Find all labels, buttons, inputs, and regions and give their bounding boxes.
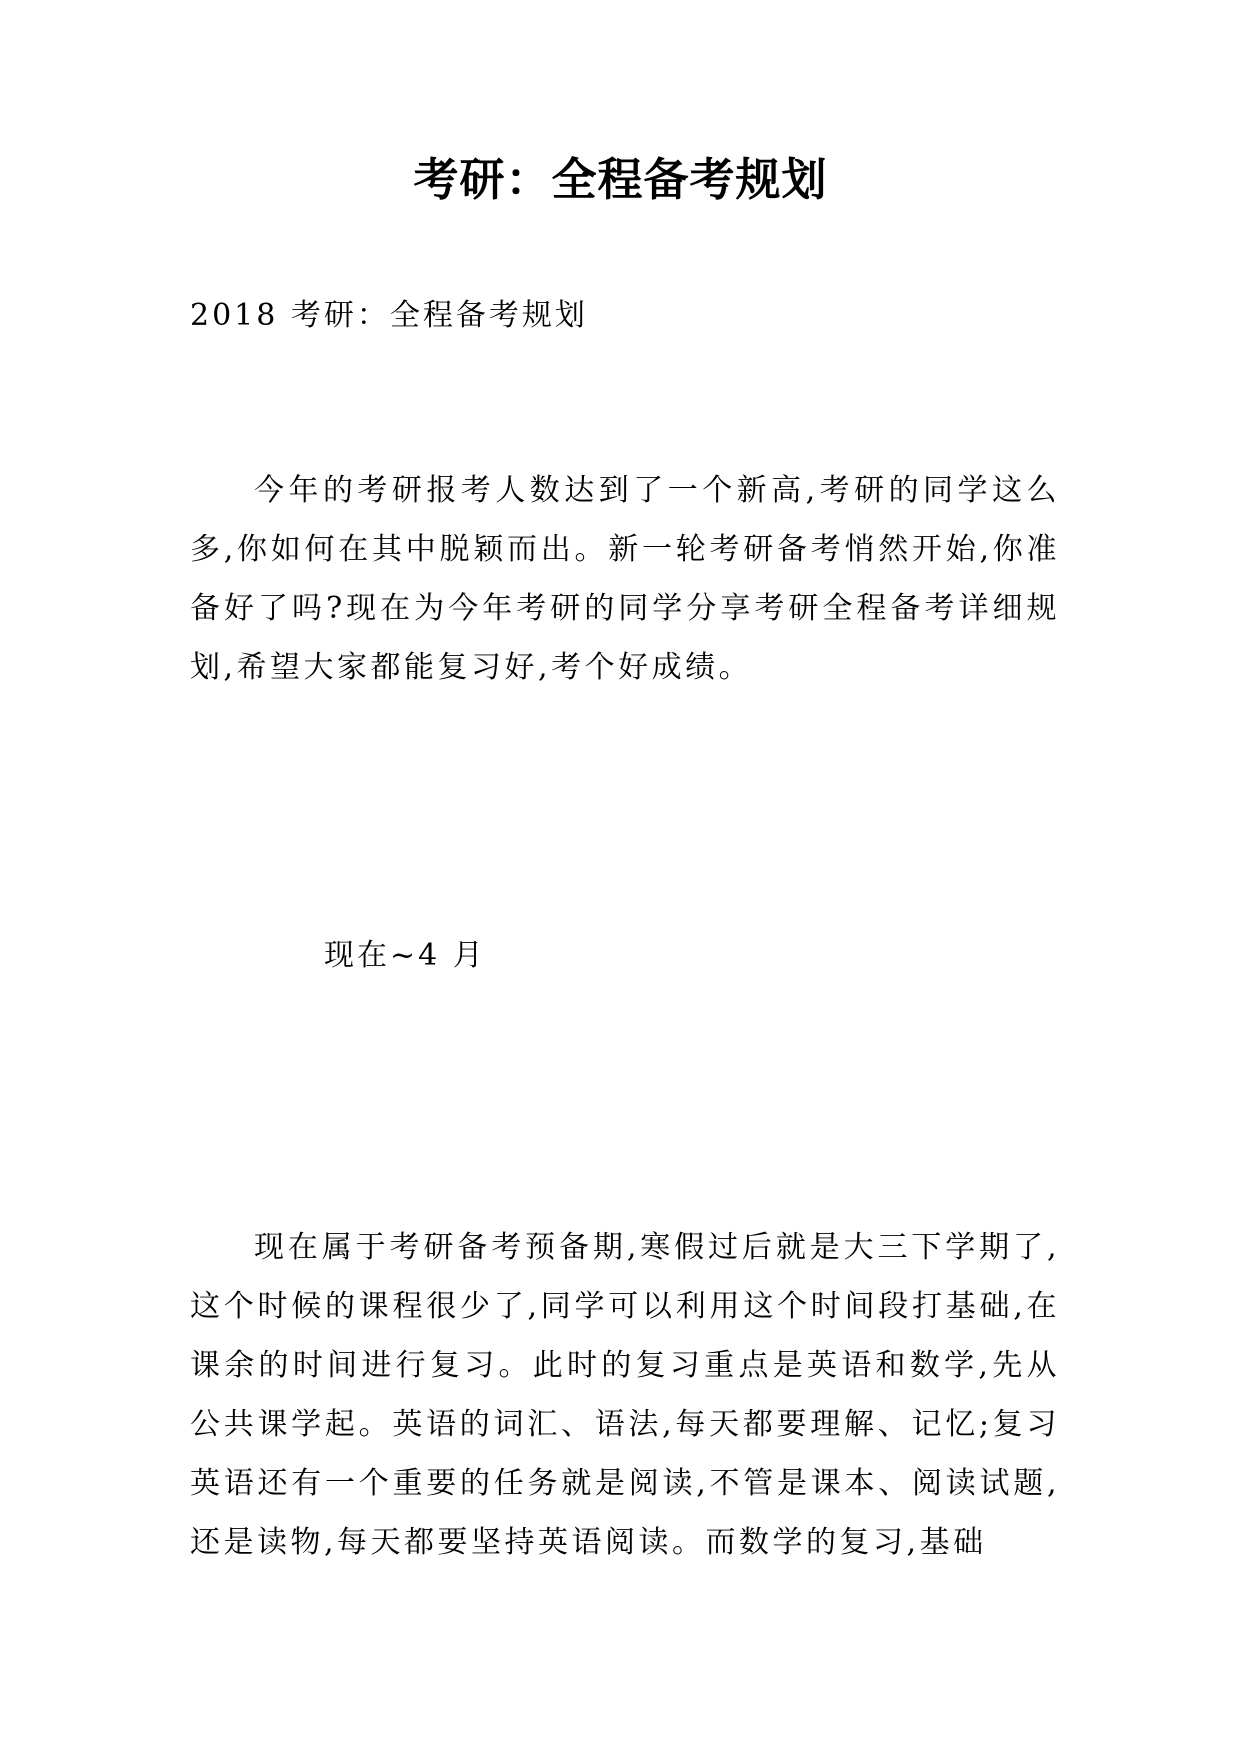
section-heading: 现在~4 月 bbox=[324, 938, 486, 973]
paragraph-preparation: 现在属于考研备考预备期,寒假过后就是大三下学期了,这个时候的课程很少了,同学可以利用这个时间段打基础,在课余的时间进行复习。此时的复习重点是英语和数学,先从公共课学起。英语的词汇、语法,每天都要理解、记忆;复习英语还有一个重要的任务就是阅读,不管是课本、阅读试题,还是读物,每天都要坚持英语阅读。而数学的复习,基础 bbox=[190, 1230, 1060, 1560]
document-subtitle: 2018 考研：全程备考规划 bbox=[190, 298, 588, 333]
paragraph-intro: 今年的考研报考人数达到了一个新高,考研的同学这么多,你如何在其中脱颖而出。新一轮考研备考悄然开始,你准备好了吗?现在为今年考研的同学分享考研全程备考详细规划,希望大家都能复习好,考个好成绩。 bbox=[190, 473, 1060, 685]
page-title: 考研：全程备考规划 bbox=[413, 153, 828, 206]
